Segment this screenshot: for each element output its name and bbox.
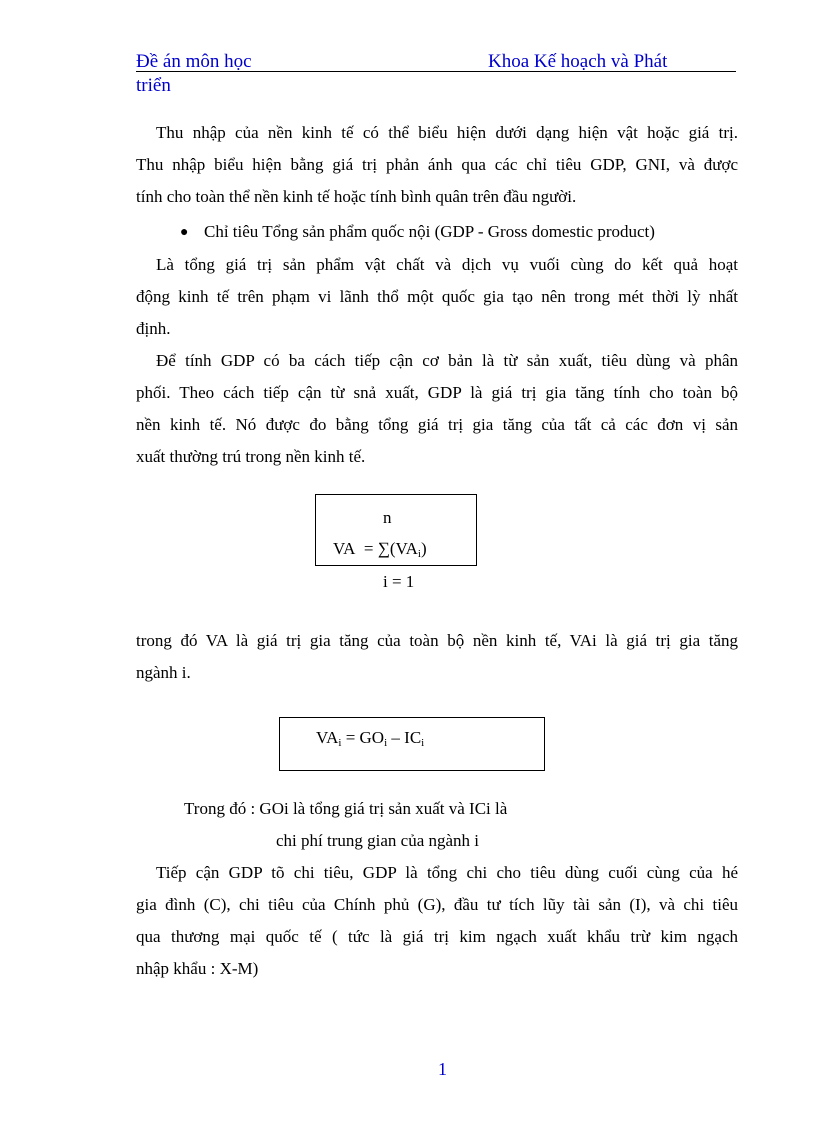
paragraph-approach-line-3: nền kinh tế. Nó được đo bằng tổng giá trị gia tăng của tất cả các đơn vị sản: [136, 415, 738, 434]
paragraph-expenditure-line-4: nhập khẩu : X-M): [136, 959, 259, 978]
formula-va-sum-lower-limit: i = 1: [383, 572, 415, 591]
paragraph-gdp-def-line-2: động kinh tế trên phạm vi lãnh thổ một quốc gia tạo nên trong mét thời lỳ nhất: [136, 287, 738, 306]
paragraph-expenditure-line-1: Tiếp cận GDP tõ chi tiêu, GDP là tổng chi cho tiêu dùng cuối cùng của hé: [156, 863, 738, 882]
paragraph-income-line-2: Thu nhập biểu hiện bằng giá trị phản ánh qua các chỉ tiêu GDP, GNI, và được: [136, 155, 738, 174]
paragraph-gdp-def-line-3: định.: [136, 319, 171, 338]
paragraph-approach-line-4: xuất thường trú trong nền kinh tế.: [136, 447, 366, 466]
formula-va-sum-upper-limit: n: [383, 508, 392, 527]
bullet-gdp-heading: Chỉ tiêu Tổng sản phẩm quốc nội (GDP - Gross domestic product): [204, 222, 655, 241]
formula-va-equals: =: [363, 539, 374, 558]
formula-vai-minus: –: [391, 728, 400, 747]
paragraph-income-line-1: Thu nhập của nền kinh tế có thể biểu hiện dưới dạng hiện vật hoặc giá trị.: [156, 123, 738, 142]
formula-vai-equals: =: [345, 728, 356, 747]
formula-vai-lhs-sub: i: [338, 737, 342, 749]
paragraph-approach-line-1: Để tính GDP có ba cách tiếp cận cơ bản là từ sản xuất, tiêu dùng và phân: [156, 351, 738, 370]
paragraph-va-explain-line-2: ngành i.: [136, 663, 191, 682]
formula-va-sum-expression: [333, 538, 427, 560]
paragraph-expenditure-line-3: qua thương mại quốc tế ( tức là giá trị kim ngạch xuất khẩu trừ kim ngạch: [136, 927, 738, 946]
paragraph-va-explain-line-1: trong đó VA là giá trị gia tăng của toàn bộ nền kinh tế, VAi là giá trị gia tăng: [136, 631, 738, 650]
sigma-icon: ∑: [377, 539, 390, 558]
header-divider: [136, 71, 736, 72]
page-number: 1: [438, 1059, 447, 1079]
paragraph-approach-line-2: phối. Theo cách tiếp cận từ snả xuất, GDP là giá trị gia tăng tính cho toàn bộ: [136, 383, 738, 402]
formula-vai-lhs: VA: [316, 728, 339, 747]
formula-va-lhs: VA: [333, 539, 356, 558]
paragraph-income-line-3: tính cho toàn thể nền kinh tế hoặc tính bình quân trên đầu người.: [136, 187, 577, 206]
formula-va-term-sub: i: [417, 548, 421, 560]
formula-vai-go-sub: i: [384, 737, 388, 749]
header-course-title: Đề án môn học: [136, 51, 252, 72]
formula-va-term: (VA: [389, 539, 418, 558]
paragraph-gdp-def-line-1: Là tổng giá trị sản phẩm vật chất và dịch vụ vuối cùng do kết quả hoạt: [156, 255, 738, 274]
formula-vai-ic: IC: [404, 728, 422, 747]
formula-va-term-close: ): [420, 539, 427, 558]
header-faculty-title-wrap: triển: [136, 75, 171, 96]
header-faculty-title: Khoa Kế hoạch và Phát: [488, 51, 668, 72]
paragraph-expenditure-line-2: gia đình (C), chi tiêu của Chính phủ (G), đầu tư tích lũy tài sản (I), và chi tiêu: [136, 895, 738, 914]
bullet-dot-icon: ●: [180, 225, 189, 240]
formula-vai-expression: [316, 727, 424, 749]
formula-vai-go: GO: [359, 728, 385, 747]
formula-vai-ic-sub: i: [421, 737, 425, 749]
paragraph-formula-note-line-1: Trong đó : GOi là tổng giá trị sản xuất và ICi là: [184, 799, 508, 818]
paragraph-formula-note-line-2: chi phí trung gian của ngành i: [276, 831, 480, 850]
